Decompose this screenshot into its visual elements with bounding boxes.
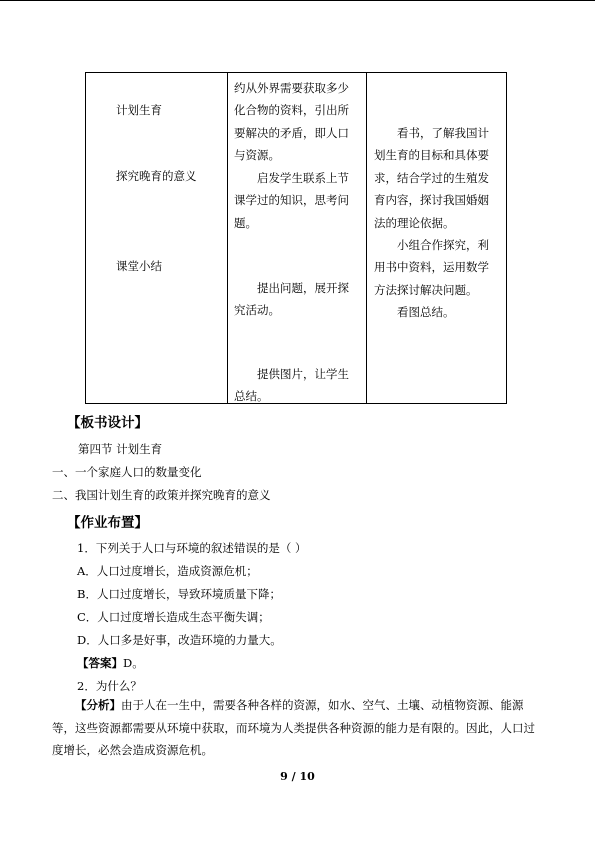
teacher-text: 启发学生联系上节课学过的知识，思考问题。 bbox=[234, 171, 349, 230]
page-number: 9 / 10 bbox=[280, 770, 315, 783]
homework-heading: 【作业布置】 bbox=[67, 515, 148, 531]
analysis-label: 【分析】 bbox=[75, 698, 121, 712]
analysis-text bbox=[52, 694, 542, 762]
answer-label: 【答案】 bbox=[77, 656, 123, 670]
option-b: B．人口过度增长，导致环境质量下降； bbox=[77, 587, 281, 601]
option-a: A．人口过度增长，造成资源危机； bbox=[77, 564, 258, 578]
option-c: C．人口过度增长造成生态平衡失调； bbox=[77, 610, 270, 624]
teacher-text: 约从外界需要获取多少化合物的资料，引出所要解决的矛盾，即人口与资源。 bbox=[234, 81, 349, 163]
teacher-activity bbox=[234, 77, 360, 167]
teacher-text: 提供图片，让学生总结。 bbox=[234, 367, 349, 404]
student-text: 看图总结。 bbox=[397, 305, 455, 320]
teacher-text: 提出问题，展开探究活动。 bbox=[234, 281, 349, 318]
question-2: 2．为什么？ bbox=[77, 679, 142, 693]
answer-line bbox=[77, 655, 144, 671]
student-text: 看书，了解我国计划生育的目标和具体要求，结合学过的生殖发育内容，探讨我国婚姻法的理论依据。 bbox=[374, 126, 489, 230]
option-d: D．人口多是好事，改造环境的力量大。 bbox=[77, 633, 282, 647]
step-label: 课堂小结 bbox=[116, 259, 162, 273]
student-activity bbox=[374, 122, 500, 324]
analysis-paragraph bbox=[52, 694, 542, 762]
table-col-student bbox=[367, 73, 507, 404]
table-col-steps bbox=[86, 73, 228, 404]
step-label: 探究晚育的意义 bbox=[116, 169, 197, 183]
teacher-activity bbox=[234, 167, 360, 234]
board-section-title: 第四节 计划生育 bbox=[78, 442, 163, 456]
board-item: 一、一个家庭人口的数量变化 bbox=[52, 465, 202, 479]
lesson-table bbox=[85, 72, 507, 404]
student-text: 小组合作探究，利用书中资料，运用数学方法探讨解决问题。 bbox=[374, 238, 489, 297]
table-col-teacher bbox=[228, 73, 367, 404]
question-1: 1．下列关于人口与环境的叙述错误的是（ ） bbox=[77, 541, 307, 555]
board-item: 二、我国计划生育的政策并探究晚育的意义 bbox=[52, 488, 271, 502]
top-rule bbox=[0, 0, 595, 1]
answer-value: D。 bbox=[123, 656, 144, 670]
analysis-body: 由于人在一生中，需要各种各样的资源，如水、空气、土壤、动植物资源、能源等，这些资源都需要从环境中获取，而环境为人类提供各种资源的能力是有限的。因此，人口过度增长，必然会造成资源危机。 bbox=[52, 698, 535, 757]
teacher-activity bbox=[234, 277, 360, 322]
teacher-activity bbox=[234, 363, 360, 408]
board-design-heading: 【板书设计】 bbox=[67, 415, 148, 431]
step-label: 计划生育 bbox=[116, 103, 162, 117]
